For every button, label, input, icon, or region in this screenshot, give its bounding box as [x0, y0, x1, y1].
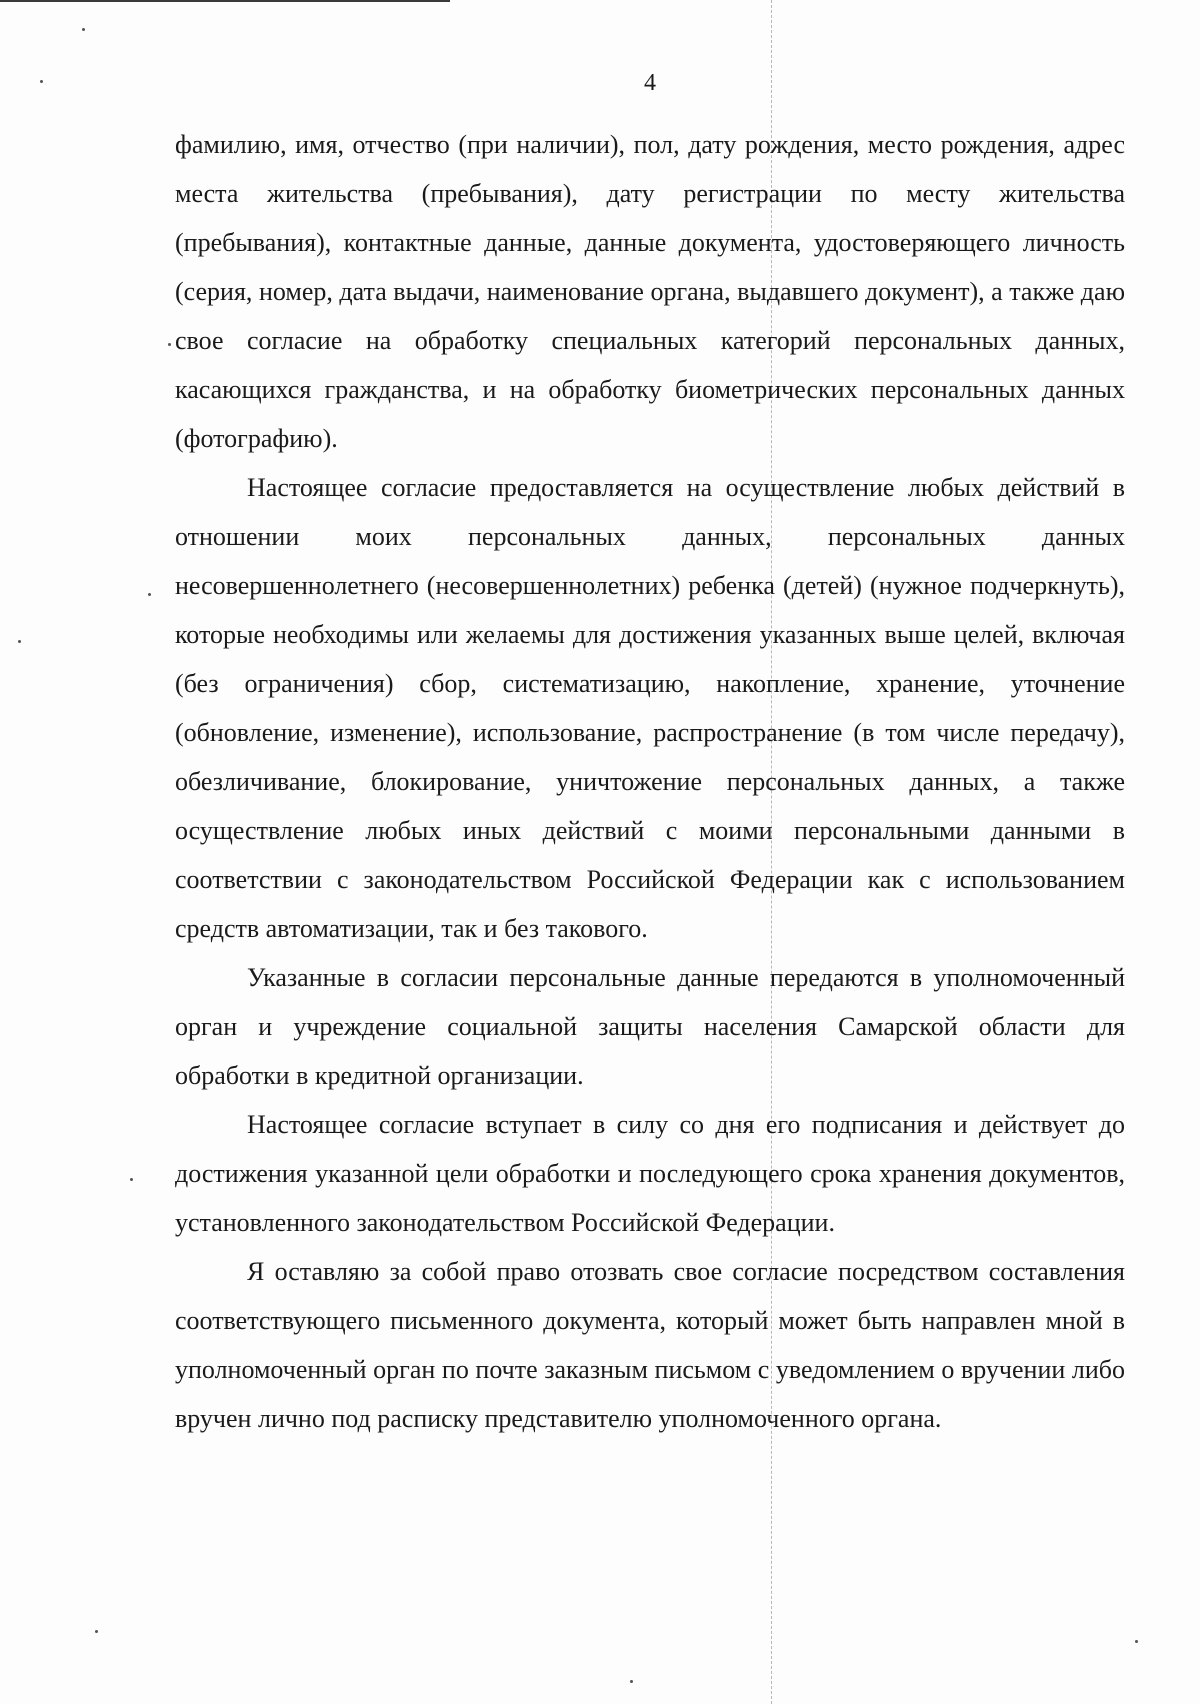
scan-speck	[148, 593, 151, 596]
scan-speck	[1135, 1640, 1138, 1643]
scan-speck	[630, 1680, 633, 1683]
document-body	[175, 120, 1125, 1443]
scan-speck	[95, 1630, 98, 1633]
scan-speck	[168, 343, 171, 346]
paragraph-consent-scope: Настоящее согласие предоставляется на осуществление любых действий в отношении моих персональных данных, персональных данных несовершеннолетнего (несовершеннолетних) ребенка (детей) (нужное подчеркнуть), которые необходимы или желаемы для достижения указанных выше целей, включая (без ограничения) сбор, систематизацию, накопление, хранение, уточнение (обновление, изменение), использование, распространение (в том числе передачу), обезличивание, блокирование, уничтожение персональных данных, а также осуществление любых иных действий с моими персональными данными в соответствии с законодательством Российской Федерации как с использованием средств автоматизации, так и без такового.	[175, 473, 1125, 943]
top-edge-rule	[0, 0, 450, 2]
paragraph-continued: фамилию, имя, отчество (при наличии), пол, дату рождения, место рождения, адрес места жительства (пребывания), дату регистрации по месту жительства (пребывания), контактные данные, данные документа, удостоверяющего личность (серия, номер, дата выдачи, наименование органа, выдавшего документ), а также даю свое согласие на обработку специальных категорий персональных данных, касающихся гражданства, и на обработку биометрических персональных данных (фотографию).	[175, 130, 1125, 453]
paragraph-data-transfer: Указанные в согласии персональные данные передаются в уполномоченный орган и учреждение социальной защиты населения Самарской области для обработки в кредитной организации.	[175, 963, 1125, 1090]
scan-speck	[82, 28, 85, 31]
paragraph-validity: Настоящее согласие вступает в силу со дня его подписания и действует до достижения указанной цели обработки и последующего срока хранения документов, установленного законодательством Российской Федерации.	[175, 1110, 1125, 1237]
scan-speck	[130, 1178, 133, 1181]
page-number: 4	[644, 70, 656, 96]
scan-speck	[18, 640, 21, 643]
paragraph-revocation: Я оставляю за собой право отозвать свое согласие посредством составления соответствующего письменного документа, который может быть направлен мной в уполномоченный орган по почте заказным письмом с уведомлением о вручении либо вручен лично под расписку представителю уполномоченного органа.	[175, 1257, 1125, 1433]
